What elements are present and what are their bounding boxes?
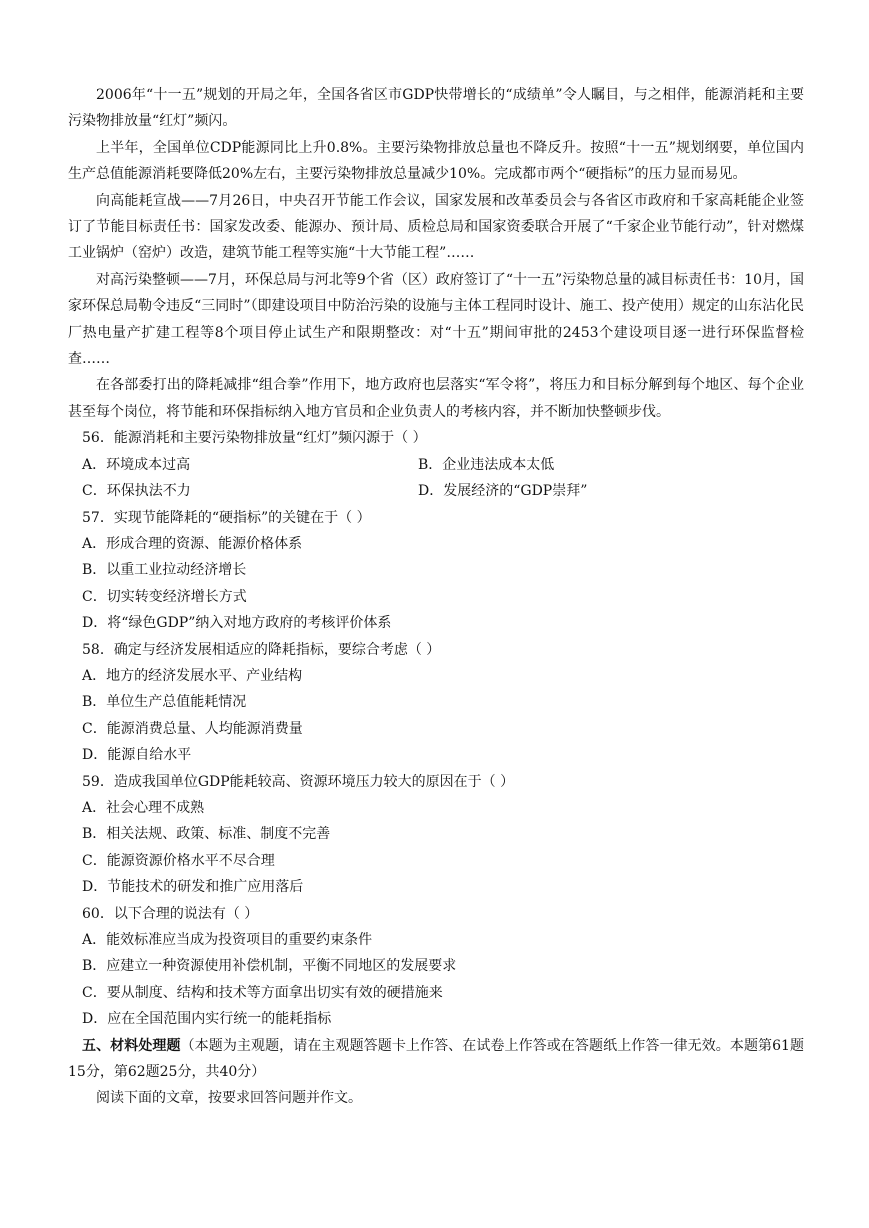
option-c: C．能源资源价格水平不尽合理 (82, 852, 275, 869)
option-d: D．发展经济的“GDP崇拜” (418, 483, 588, 500)
material-paragraph-5: 在各部委打出的降耗减排“组合拳”作用下，地方政府也层落实“军令将”，将压力和目标分解到每个地区、每个企业甚至每个岗位，将节能和环保指标纳入地方官员和企业负责人的考核内容，并不断加快整顿步伐。 (68, 377, 804, 420)
option-a: A．能效标准应当成为投资项目的重要约束条件 (82, 932, 373, 948)
question-stem: 59．造成我国单位GDP能耗较高、资源环境压力较大的原因在于（ ） (82, 773, 515, 790)
question-59 (68, 769, 804, 901)
option-d: D．将“绿色GDP”纳入对地方政府的考核评价体系 (82, 615, 392, 632)
material-paragraph-1: 2006年“十一五”规划的开局之年，全国各省区市GDP快带增长的“成绩单”令人瞩目，与之相伴，能源消耗和主要污染物排放量“红灯”频闪。 (68, 87, 804, 130)
question-56 (68, 425, 804, 504)
option-b: B．应建立一种资源使用补偿机制，平衡不同地区的发展要求 (82, 958, 457, 975)
option-b: B．相关法规、政策、标准、制度不完善 (82, 826, 331, 843)
option-d: D．能源自给水平 (82, 747, 192, 764)
option-b: B．企业违法成本太低 (418, 456, 555, 473)
material-paragraph-4: 对高污染整顿——7月，环保总局与河北等9个省（区）政府签订了“十一五”污染物总量的减目标责任书：10月，国家环保总局勒令违反“三同时”（即建设项目中防治污染的设施与主体工程同时设计、施工、投产使用）规定的山东沾化民厂热电量产扩建工程等8个项目停止试生产和限期整改：对“十五”期间审批的2453个建设项目逐一进行环保监督检查…… (68, 271, 804, 368)
option-row (68, 478, 804, 504)
question-60 (68, 901, 804, 1033)
section-instruction: 阅读下面的文章，按要求回答问题并作文。 (96, 1090, 362, 1107)
option-c: C．切实转变经济增长方式 (82, 588, 247, 605)
option-a: A．环境成本过高 (82, 456, 191, 473)
option-a: A．地方的经济发展水平、产业结构 (82, 667, 303, 684)
option-d: D．节能技术的研发和推广应用落后 (82, 879, 304, 896)
option-c: C．要从制度、结构和技术等方面拿出切实有效的硬措施来 (82, 984, 443, 1001)
question-stem: 56．能源消耗和主要污染物排放量“红灯”频闪源于（ ） (82, 430, 427, 447)
option-b: B．单位生产总值能耗情况 (82, 694, 247, 711)
question-stem: 57．实现节能降耗的“硬指标”的关键在于（ ） (82, 509, 371, 526)
question-stem: 58．确定与经济发展相适应的降耗指标，要综合考虑（ ） (82, 641, 441, 658)
option-a: A．社会心理不成熟 (82, 799, 205, 816)
question-58 (68, 637, 804, 769)
section-title: 五、材料处理题 (82, 1037, 181, 1054)
option-row (68, 452, 804, 478)
section-note: （本题为主观题，请在主观题答题卡上作答、在试卷上作答或在答题纸上作答一律无效。本题第61题15分，第62题25分，共40分） (68, 1037, 805, 1081)
section-5-header (68, 1033, 804, 1086)
option-c: C．能源消费总量、人均能源消费量 (82, 720, 303, 737)
material-paragraph-3: 向高能耗宣战——7月26日，中央召开节能工作会议，国家发展和改革委员会与各省区市政府和千家高耗能企业签订了节能目标责任书：国家发改委、能源办、预计局、质检总局和国家资委联合开展了“千家企业节能行动”，针对燃煤工业锅炉（窑炉）改造，建筑节能工程等实施“十大节能工程”…… (68, 192, 804, 262)
question-57 (68, 505, 804, 637)
material-paragraph-2: 上半年，全国单位CDP能源同比上升0.8%。主要污染物排放总量也不降反升。按照“十一五”规划纲要，单位国内生产总值能源消耗要降低20%左右，主要污染物排放总量减少10%。完成都市两个“硬指标”的压力显而易见。 (68, 139, 804, 183)
document-page (68, 82, 804, 1112)
option-b: B．以重工业拉动经济增长 (82, 562, 247, 579)
option-d: D．应在全国范围内实行统一的能耗指标 (82, 1011, 332, 1028)
question-stem: 60．以下合理的说法有（ ） (82, 905, 259, 922)
option-c: C．环保执法不力 (82, 483, 191, 500)
option-a: A．形成合理的资源、能源价格体系 (82, 535, 303, 552)
